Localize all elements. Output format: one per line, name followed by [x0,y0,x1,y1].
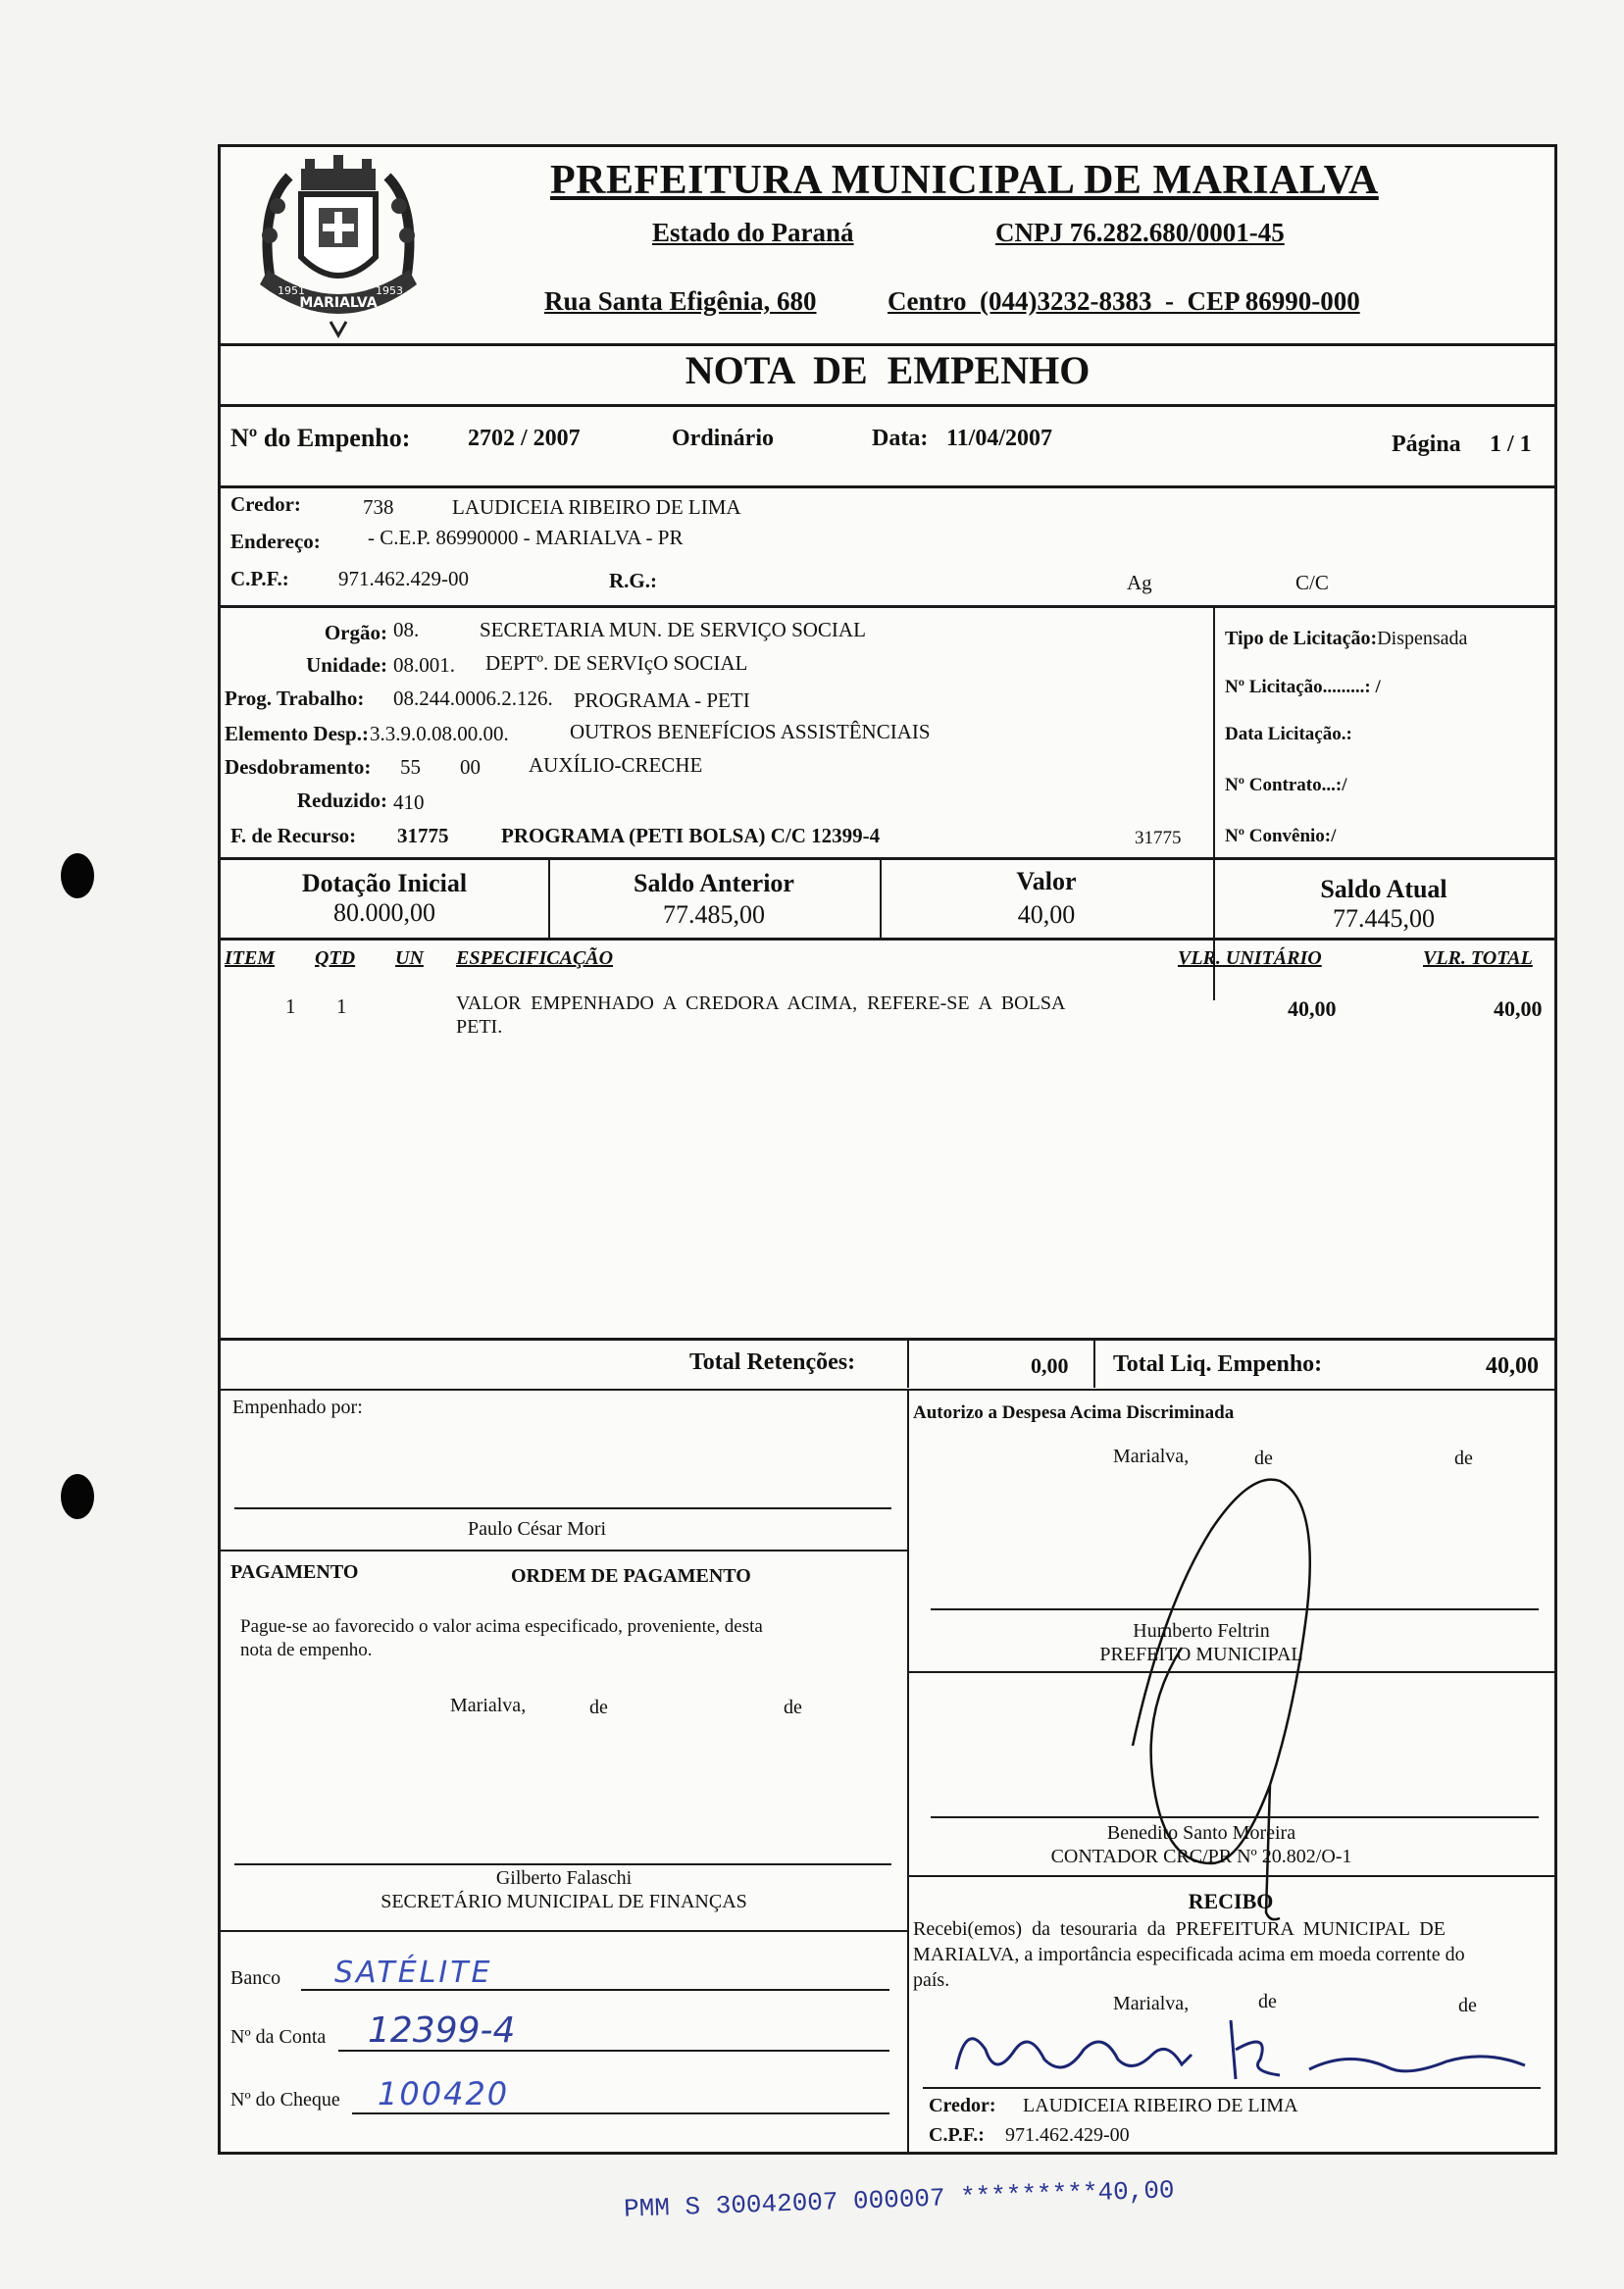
endereco-value: - C.E.P. 86990000 - MARIALVA - PR [368,526,684,549]
col-valor-unitario: VLR. UNITÁRIO [1178,947,1322,969]
autorizo-de-1: de [1254,1448,1273,1469]
total-retencoes-label: Total Retenções: [689,1349,856,1375]
endereco-label: Endereço: [230,530,321,553]
elemento-name: OUTROS BENEFÍCIOS ASSISTÊNCIAIS [570,720,931,743]
orgao-code: 08. [393,618,420,641]
ag-label: Ag [1127,571,1152,594]
unidade-code: 08.001. [393,653,455,677]
total-liquido-label: Total Liq. Empenho: [1113,1351,1323,1377]
banco-value: SATÉLITE [334,1956,493,1990]
ordem-pagamento-label: ORDEM DE PAGAMENTO [511,1565,751,1587]
recurso-label: F. de Recurso: [230,824,357,847]
saldo-atual-value: 77.445,00 [1333,904,1435,933]
svg-text:1951: 1951 [278,284,305,297]
saldo-anterior-value: 77.485,00 [663,900,765,929]
contador-title: CONTADOR CRC/PR Nº 20.802/O-1 [1050,1846,1352,1867]
recibo-city: Marialva, [1113,1993,1190,2014]
total-liquido-value: 40,00 [1486,1353,1539,1379]
pague-se-line-1: Pague-se ao favorecido o valor acima especificado, proveniente, desta [240,1616,763,1637]
empenhado-por-name: Paulo César Mori [468,1518,607,1540]
col-un: UN [395,947,424,969]
elemento-code: 3.3.9.0.08.00.00. [370,722,509,745]
col-qtd: QTD [315,947,356,969]
document-title: NOTA DE EMPENHO [685,348,1091,392]
empenho-date: 11/04/2007 [946,426,1053,451]
recibo-credor-name: LAUDICEIA RIBEIRO DE LIMA [1023,2095,1298,2116]
prog-trabalho-code: 08.244.0006.2.126. [393,687,553,710]
credor-code: 738 [363,495,394,519]
autorizo-de-2: de [1454,1448,1473,1469]
recurso-code-2: 31775 [1135,828,1182,848]
recibo-de-2: de [1458,1995,1477,2016]
page-label: Página [1392,432,1461,457]
empenho-number: 2702 / 2007 [468,426,581,451]
total-retencoes-value: 0,00 [1031,1353,1069,1378]
reduzido-value: 410 [393,790,425,814]
tipo-licitacao [1225,628,1467,650]
punch-hole-top [61,853,94,898]
cheque-value: 100420 [378,2075,510,2112]
prefeito-signature-icon [1123,1451,1358,1961]
orgao-name: SECRETARIA MUN. DE SERVIÇO SOCIAL [480,618,866,641]
payment-stamp: PMM S 30042007 000007 *********40,00 [623,2175,1176,2224]
credor-label: Credor: [230,492,301,516]
credor-name: LAUDICEIA RIBEIRO DE LIMA [452,495,741,519]
header-title: PREFEITURA MUNICIPAL DE MARIALVA [550,158,1379,203]
recibo-text-line-3: país. [913,1969,950,1991]
header-address: Rua Santa Efigênia, 680 [544,286,817,316]
dotacao-label: Dotação Inicial [301,869,468,897]
empenho-date-label: Data: [872,426,929,451]
cpf-value: 971.462.429-00 [338,567,469,590]
desdobramento-code: 55 [400,755,421,779]
empenho-type: Ordinário [672,426,775,451]
licitacao-date-label: Data Licitação.: [1225,724,1352,744]
recibo-cpf-value: 971.462.429-00 [1005,2124,1130,2146]
elemento-label: Elemento Desp.: [225,722,369,745]
header-contact: Centro (044)3232-8383 - CEP 86990-000 [888,286,1360,316]
conta-value: 12399-4 [368,2010,516,2051]
dotacao-value: 80.000,00 [333,898,435,927]
header-state: Estado do Paraná [652,218,854,247]
pagamento-city: Marialva, [450,1695,527,1716]
unidade-label: Unidade: [306,653,387,677]
valor-label: Valor [1016,867,1077,895]
licitacao-number-label: Nº Licitação.........: / [1225,677,1381,697]
col-valor-total: VLR. TOTAL [1423,947,1533,969]
reduzido-label: Reduzido: [296,788,387,812]
header-cnpj: CNPJ 76.282.680/0001-45 [995,218,1285,247]
pague-se-line-2: nota de empenho. [240,1640,373,1660]
punch-hole-bottom [61,1474,94,1519]
recibo-text-line-1: Recebi(emos) da tesouraria da PREFEITURA MUNICIPAL DE [913,1918,1446,1940]
pagamento-de-1: de [589,1697,608,1718]
recibo-de-1: de [1258,1991,1277,2012]
prefeito-name: Humberto Feltrin [1133,1620,1270,1642]
recibo-text-line-2: MARIALVA, a importância especificada acima em moeda corrente do [913,1944,1465,1965]
tipo-licitacao-value: Dispensada [1377,628,1468,649]
tipo-licitacao-label: Tipo de Licitação: [1225,628,1378,649]
item-unit-value: 40,00 [1288,996,1337,1021]
convenio-label: Nº Convênio:/ [1225,826,1337,846]
item-total-value: 40,00 [1494,996,1543,1021]
unidade-name: DEPTº. DE SERVIçO SOCIAL [485,651,748,675]
pagamento-de-2: de [784,1697,802,1718]
credor-signature-icon [937,2010,1545,2089]
cc-label: C/C [1295,571,1329,594]
banco-label: Banco [230,1967,281,1989]
contador-name: Benedito Santo Moreira [1106,1822,1296,1844]
nota-de-empenho-form [218,144,1557,2155]
prog-trabalho-name: PROGRAMA - PETI [574,688,750,712]
page-number: 1 / 1 [1490,432,1532,457]
item-qtd: 1 [336,994,347,1018]
item-number: 1 [285,994,296,1018]
autorizo-label: Autorizo a Despesa Acima Discriminada [913,1402,1235,1423]
desdobramento-name: AUXÍLIO-CRECHE [529,753,703,777]
rg-label: R.G.: [609,569,657,592]
empenhado-por-label: Empenhado por: [232,1397,363,1418]
recurso-code: 31775 [397,824,449,847]
autorizo-city: Marialva, [1113,1446,1190,1467]
pagamento-label: PAGAMENTO [230,1561,359,1583]
contrato-label: Nº Contrato...:/ [1225,775,1347,795]
recibo-credor-label: Credor: [929,2095,996,2116]
svg-text:1953: 1953 [376,284,403,297]
recurso-name: PROGRAMA (PETI BOLSA) C/C 12399-4 [501,824,881,847]
cpf-label: C.P.F.: [230,567,289,590]
valor-value: 40,00 [1017,900,1076,929]
item-desc-line-2: PETI. [456,1016,503,1038]
saldo-anterior-label: Saldo Anterior [634,869,794,897]
recibo-cpf-label: C.P.F.: [929,2124,985,2146]
svg-text:MARIALVA: MARIALVA [299,295,378,311]
empenho-number-label: Nº do Empenho: [230,424,411,452]
cheque-label: Nº do Cheque [230,2089,340,2111]
municipal-seal-icon [240,147,436,343]
desdobramento-code-2: 00 [460,755,481,779]
col-especificacao: ESPECIFICAÇÃO [456,947,614,969]
orgao-label: Orgão: [324,621,387,644]
prog-trabalho-label: Prog. Trabalho: [225,687,365,710]
desdobramento-label: Desdobramento: [225,755,372,779]
saldo-atual-label: Saldo Atual [1320,875,1447,903]
col-item: ITEM [225,947,276,969]
secretario-title: SECRETÁRIO MUNICIPAL DE FINANÇAS [381,1891,747,1912]
prefeito-title: PREFEITO MUNICIPAL [1099,1644,1303,1665]
item-desc-line-1: VALOR EMPENHADO A CREDORA ACIMA, REFERE-SE A BOLSA [456,992,1066,1014]
recibo-title: RECIBO [1188,1889,1274,1913]
secretario-name: Gilberto Falaschi [495,1867,633,1889]
conta-label: Nº da Conta [230,2026,327,2048]
